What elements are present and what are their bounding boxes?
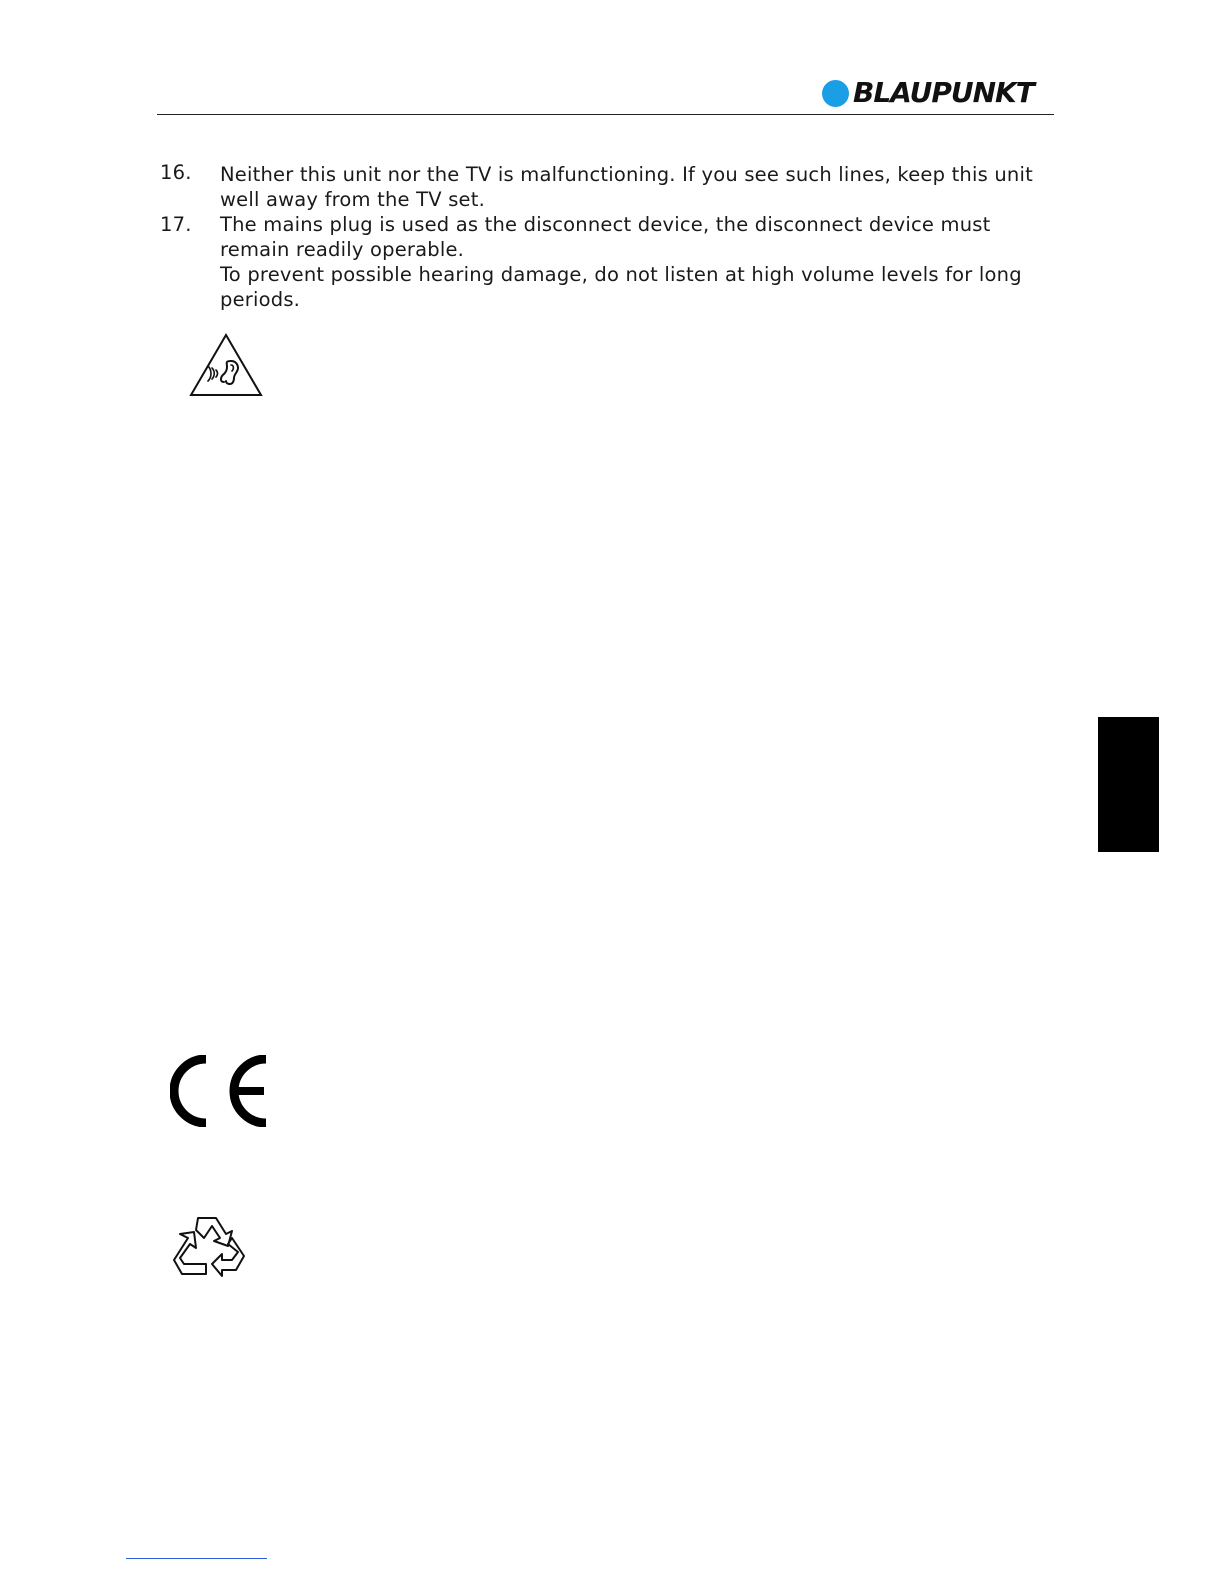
- brand-logo-dot: [822, 80, 849, 107]
- item-number: 17.: [160, 213, 192, 236]
- section-tab-marker: [1098, 717, 1159, 852]
- brand-name: BLAUPUNKT: [853, 76, 1034, 109]
- recycle-icon: [170, 1214, 250, 1292]
- footer-divider: [126, 1558, 267, 1559]
- item-text: Neither this unit nor the TV is malfunctioning. If you see such lines, keep this unit well away from the TV set.: [220, 163, 1033, 211]
- list-item-16: [160, 160, 1040, 212]
- list-item-17: [160, 212, 1040, 262]
- hearing-warning-icon: [188, 332, 264, 402]
- ce-mark: [170, 1055, 270, 1131]
- hearing-note: To prevent possible hearing damage, do not listen at high volume levels for long periods.: [220, 263, 1022, 311]
- header-divider: [157, 114, 1054, 115]
- item-number: 16.: [160, 161, 192, 184]
- item-text: The mains plug is used as the disconnect device, the disconnect device must remain readily operable.: [220, 213, 991, 261]
- brand-logo: [822, 76, 1034, 110]
